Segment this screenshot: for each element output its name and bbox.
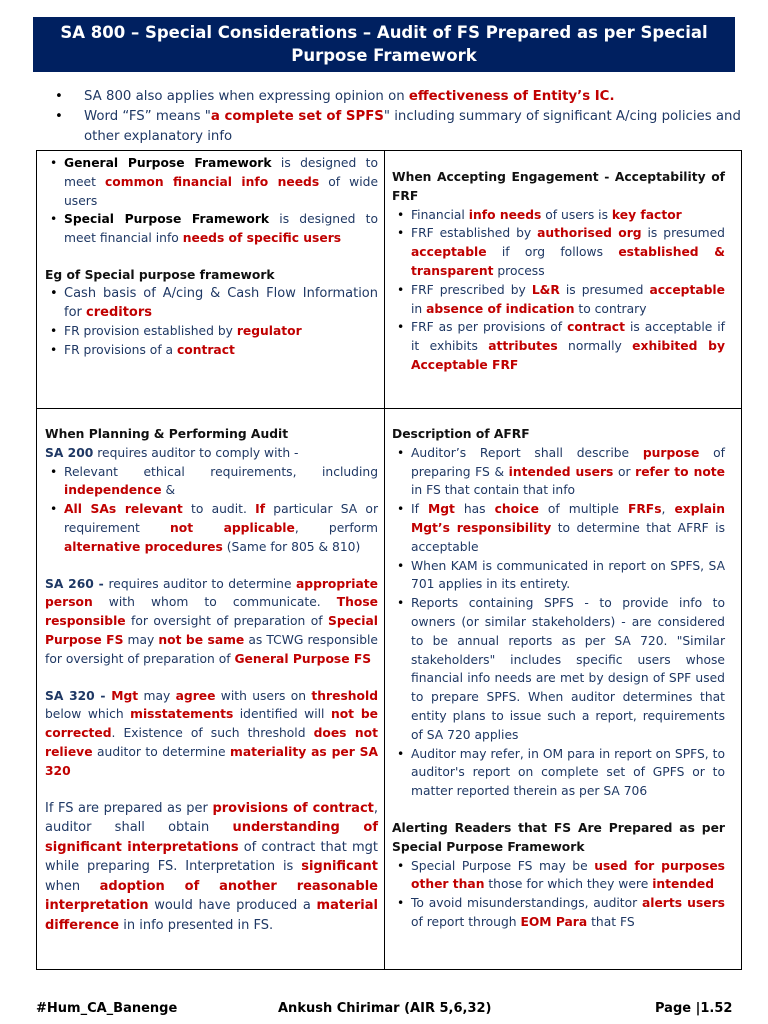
section-heading: Description of AFRF [392, 427, 530, 441]
cell-planning-performing [45, 425, 378, 935]
intro-item: • Word “FS” means "a complete set of SPFS" including summary of significant A/cing policies and other explanatory info [55, 107, 745, 147]
cell-accepting-engagement [392, 168, 725, 375]
list-item: • If Mgt has choice of multiple FRFs, explain Mgt’s responsibility to determine that AFRF is acceptable [392, 500, 725, 556]
list-item: • FR provision established by regulator [45, 322, 378, 341]
cell-description-afrf [392, 425, 725, 932]
list-item: • General Purpose Framework is designed to meet common financial info needs of wide users [45, 154, 378, 210]
list-item: • FRF prescribed by L&R is presumed acceptable in absence of indication to contrary [392, 281, 725, 319]
list-item: • Reports containing SPFS - to provide info to owners (or similar stakeholders) - are considered to be annual reports as per SA 720. "Similar stakeholders" includes specific users whose financial info needs are met by design of SPF used to prepare SPFS. When auditor determines that entity plans to issue such a report, requirements of SA 720 applies [392, 594, 725, 744]
footer-page-number: Page |1.52 [655, 1001, 733, 1016]
sa200-list [45, 463, 378, 557]
content-table [36, 150, 742, 970]
intro-item: • SA 800 also applies when expressing opinion on effectiveness of Entity’s IC. [55, 87, 745, 107]
list-item: • Relevant ethical requirements, including independence & [45, 463, 378, 501]
alert-list [392, 857, 725, 932]
eg-list [45, 285, 378, 360]
contract-paragraph: If FS are prepared as per provisions of contract, auditor shall obtain understanding of significant interpretations of contract that mgt while preparing FS. Interpretation is significant when adoption of another reasonable interpretation would have produced a material difference in info presented in FS. [45, 800, 379, 933]
table-divider-horizontal [37, 408, 741, 409]
list-item: • Special Purpose Framework is designed to meet financial info needs of specific users [45, 210, 378, 248]
list-item: • FR provisions of a contract [45, 341, 378, 360]
section-heading: Alerting Readers that FS Are Prepared as per Special Purpose Framework [392, 820, 725, 854]
list-item: • Financial info needs of users is key factor [392, 206, 725, 225]
title-line-1: SA 800 – Special Considerations – Audit of FS Prepared as per Special [60, 23, 708, 42]
list-item: • To avoid misunderstandings, auditor alerts users of report through EOM Para that FS [392, 894, 725, 932]
list-item: • Auditor’s Report shall describe purpose of preparing FS & intended users or refer to note in FS that contain that info [392, 444, 725, 500]
footer-author: Ankush Chirimar (AIR 5,6,32) [278, 1001, 492, 1016]
section-heading: When Accepting Engagement - Acceptability of FRF [392, 170, 725, 203]
list-item: • When KAM is communicated in report on SPFS, SA 701 applies in its entirety. [392, 557, 725, 595]
framework-list [45, 154, 378, 248]
list-item: • FRF as per provisions of contract is acceptable if it exhibits attributes normally exhibited by Acceptable FRF [392, 318, 725, 374]
intro-list [55, 87, 745, 147]
acceptability-list [392, 206, 725, 375]
list-item: • FRF established by authorised org is presumed acceptable if org follows established & transparent process [392, 224, 725, 280]
sa200-paragraph: SA 200 requires auditor to comply with - [45, 445, 299, 460]
list-item: • Special Purpose FS may be used for purposes other than those for which they were intended [392, 857, 725, 895]
section-heading: When Planning & Performing Audit [45, 427, 289, 441]
list-item: • All SAs relevant to audit. If particular SA or requirement not applicable, perform alternative procedures (Same for 805 & 810) [45, 500, 378, 556]
page-title [33, 17, 735, 72]
list-item: • Auditor may refer, in OM para in report on SPFS, to auditor's report on complete set of GPFS or to matter reported therein as per SA 706 [392, 745, 725, 801]
sa260-paragraph: SA 260 - requires auditor to determine appropriate person with whom to communicate. Those responsible for oversight of preparation of Special Purpose FS may not be same as TCWG responsible for oversight of preparation of General Purpose FS [45, 576, 378, 666]
afrf-list [392, 444, 725, 801]
eg-heading: Eg of Special purpose framework [45, 267, 275, 282]
cell-framework-types [45, 154, 378, 360]
footer-hashtag: #Hum_CA_Banenge [36, 1001, 178, 1016]
list-item: • Cash basis of A/cing & Cash Flow Information for creditors [45, 285, 378, 323]
title-line-2: Purpose Framework [291, 46, 477, 65]
sa320-paragraph: SA 320 - Mgt may agree with users on threshold below which misstatements identified will not be corrected. Existence of such threshold does not relieve auditor to determine materiality as per SA 320 [45, 688, 378, 778]
table-divider-vertical [384, 151, 385, 969]
